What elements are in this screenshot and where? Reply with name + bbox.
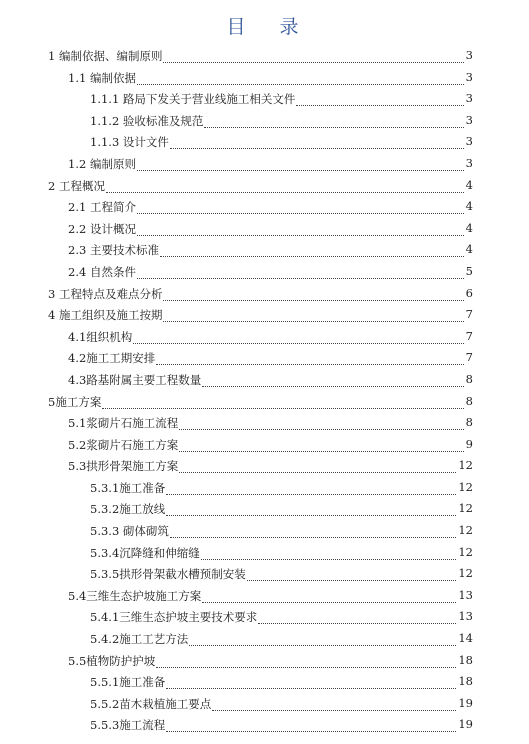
toc-entry-page-number: 8: [465, 415, 473, 430]
toc-entry[interactable]: [0, 154, 529, 176]
toc-list: [0, 46, 529, 737]
toc-entry[interactable]: [0, 262, 529, 284]
toc-entry-leader: [179, 472, 456, 473]
toc-entry-label: 5施工方案: [48, 394, 102, 409]
toc-entry-leader: [179, 451, 463, 452]
toc-entry[interactable]: [0, 607, 529, 629]
toc-entry[interactable]: [0, 111, 529, 133]
toc-entry-label: 5.3.5拱形骨架截水槽预制安装: [90, 567, 246, 582]
toc-entry-label: 2.2 设计概况: [68, 221, 136, 236]
toc-entry-label: 1.1 编制依据: [68, 70, 136, 85]
toc-entry-leader: [166, 515, 456, 516]
toc-entry-page-number: 12: [458, 458, 473, 473]
toc-entry[interactable]: [0, 413, 529, 435]
toc-entry-page-number: 12: [458, 544, 473, 559]
toc-entry[interactable]: [0, 132, 529, 154]
toc-entry-label: 5.4.1三维生态护坡主要技术要求: [90, 610, 258, 625]
toc-entry-label: 5.5植物防护护坡: [68, 653, 156, 668]
toc-entry-leader: [166, 688, 456, 689]
toc-entry[interactable]: [0, 672, 529, 694]
toc-entry-label: 4.3路基附属主要工程数量: [68, 372, 202, 387]
toc-entry-label: 4 施工组织及施工按期: [48, 308, 163, 323]
toc-entry[interactable]: [0, 586, 529, 608]
toc-entry-page-number: 12: [458, 501, 473, 516]
toc-entry[interactable]: [0, 499, 529, 521]
toc-entry-page-number: 12: [458, 566, 473, 581]
toc-entry-label: 1 编制依据、编制原则: [48, 49, 163, 63]
toc-entry-leader: [133, 343, 463, 344]
toc-entry-label: 2.4 自然条件: [68, 264, 136, 279]
toc-entry-page-number: 8: [465, 393, 473, 408]
toc-entry[interactable]: [0, 651, 529, 673]
toc-entry-label: 5.3.3 砌体砌筑: [90, 524, 169, 539]
toc-entry-label: 5.5.3施工流程: [90, 718, 166, 733]
toc-entry-leader: [160, 256, 464, 257]
toc-entry-label: 5.4.2施工工艺方法: [90, 632, 189, 647]
toc-entry-leader: [202, 602, 456, 603]
toc-entry[interactable]: [0, 435, 529, 457]
toc-entry-leader: [156, 667, 456, 668]
toc-entry[interactable]: [0, 46, 529, 68]
toc-entry-label: 5.5.2苗木栽植施工要点: [90, 696, 212, 711]
toc-entry[interactable]: [0, 240, 529, 262]
toc-entry-label: 5.5.1施工准备: [90, 675, 166, 690]
toc-entry-page-number: 3: [465, 69, 473, 84]
toc-entry-leader: [166, 731, 456, 732]
toc-entry-leader: [156, 364, 463, 365]
toc-entry[interactable]: [0, 305, 529, 327]
toc-entry[interactable]: [0, 694, 529, 716]
toc-entry[interactable]: [0, 68, 529, 90]
toc-entry-label: 5.2浆砌片石施工方案: [68, 437, 179, 452]
toc-entry-page-number: 13: [458, 587, 473, 602]
toc-entry-page-number: 14: [458, 631, 473, 646]
toc-entry-label: 2.3 主要技术标准: [68, 243, 159, 258]
toc-entry-label: 5.4三维生态护坡施工方案: [68, 588, 202, 603]
toc-entry-page-number: 19: [458, 695, 473, 710]
toc-entry-page-number: 3: [465, 112, 473, 127]
toc-entry-leader: [102, 408, 463, 409]
toc-entry-page-number: 12: [458, 479, 473, 494]
toc-entry-page-number: 7: [465, 307, 473, 322]
toc-entry-leader: [166, 494, 456, 495]
toc-entry[interactable]: [0, 176, 529, 198]
toc-entry-page-number: 5: [465, 263, 473, 278]
toc-entry-leader: [189, 645, 456, 646]
toc-entry-label: 2 工程概况: [48, 178, 105, 193]
toc-entry[interactable]: [0, 564, 529, 586]
toc-entry-label: 5.3.1施工准备: [90, 480, 166, 495]
toc-entry-leader: [296, 105, 463, 106]
toc-entry-leader: [204, 127, 463, 128]
toc-entry-leader: [179, 429, 463, 430]
toc-entry-leader: [137, 84, 464, 85]
toc-entry-leader: [137, 235, 464, 236]
toc-title: 目 录: [226, 16, 313, 38]
toc-entry-page-number: 4: [465, 242, 473, 257]
toc-entry-label: 1.1.2 验收标准及规范: [90, 113, 204, 128]
toc-entry-label: 1.2 编制原则: [68, 156, 136, 171]
toc-entry[interactable]: [0, 456, 529, 478]
toc-entry-label: 1.1.1 路局下发关于营业线施工相关文件: [90, 92, 296, 107]
toc-entry-label: 5.3拱形骨架施工方案: [68, 459, 179, 474]
toc-entry-page-number: 9: [465, 436, 473, 451]
toc-entry-page-number: 6: [465, 285, 473, 300]
toc-entry-page-number: 7: [465, 350, 473, 365]
toc-entry[interactable]: [0, 629, 529, 651]
toc-entry-page-number: 7: [465, 328, 473, 343]
toc-entry-leader: [163, 321, 463, 322]
toc-entry[interactable]: [0, 521, 529, 543]
toc-entry[interactable]: [0, 370, 529, 392]
toc-entry[interactable]: [0, 478, 529, 500]
toc-entry-page-number: 4: [465, 177, 473, 192]
toc-entry-leader: [163, 300, 463, 301]
toc-entry-leader: [258, 623, 456, 624]
toc-entry[interactable]: [0, 543, 529, 565]
toc-entry-label: 4.2施工工期安排: [68, 351, 156, 366]
toc-entry-page-number: 8: [465, 371, 473, 386]
toc-entry-label: 5.3.2施工放线: [90, 502, 166, 517]
toc-entry[interactable]: [0, 327, 529, 349]
toc-entry-leader: [137, 213, 464, 214]
toc-entry-leader: [163, 62, 463, 63]
toc-entry-leader: [170, 148, 464, 149]
toc-entry-page-number: 18: [458, 652, 473, 667]
toc-entry-label: 4.1组织机构: [68, 329, 133, 344]
toc-entry-leader: [137, 278, 464, 279]
toc-entry[interactable]: [0, 197, 529, 219]
toc-entry-label: 2.1 工程简介: [68, 200, 136, 215]
toc-entry[interactable]: [0, 715, 529, 737]
toc-entry-page-number: 3: [465, 48, 473, 62]
toc-entry[interactable]: [0, 392, 529, 414]
toc-entry-leader: [247, 580, 457, 581]
toc-entry[interactable]: [0, 219, 529, 241]
toc-entry-page-number: 3: [465, 134, 473, 149]
toc-entry-page-number: 18: [458, 674, 473, 689]
toc-entry-label: 3 工程特点及难点分析: [48, 286, 163, 301]
toc-entry[interactable]: [0, 284, 529, 306]
toc-entry-label: 1.1.3 设计文件: [90, 135, 169, 150]
toc-entry-page-number: 3: [465, 91, 473, 106]
toc-entry-page-number: 3: [465, 155, 473, 170]
toc-entry-leader: [137, 170, 464, 171]
toc-entry-leader: [212, 710, 456, 711]
toc-entry-leader: [201, 559, 457, 560]
toc-entry-page-number: 19: [458, 717, 473, 732]
toc-entry-leader: [106, 192, 464, 193]
toc-entry-leader: [202, 386, 463, 387]
toc-entry[interactable]: [0, 89, 529, 111]
toc-entry-label: 5.3.4沉降缝和伸缩缝: [90, 545, 200, 560]
toc-entry[interactable]: [0, 348, 529, 370]
toc-entry-label: 5.1浆砌片石施工流程: [68, 416, 179, 431]
toc-entry-page-number: 4: [465, 220, 473, 235]
toc-entry-page-number: 4: [465, 199, 473, 214]
toc-entry-page-number: 12: [458, 523, 473, 538]
toc-entry-leader: [170, 537, 456, 538]
toc-entry-page-number: 13: [458, 609, 473, 624]
